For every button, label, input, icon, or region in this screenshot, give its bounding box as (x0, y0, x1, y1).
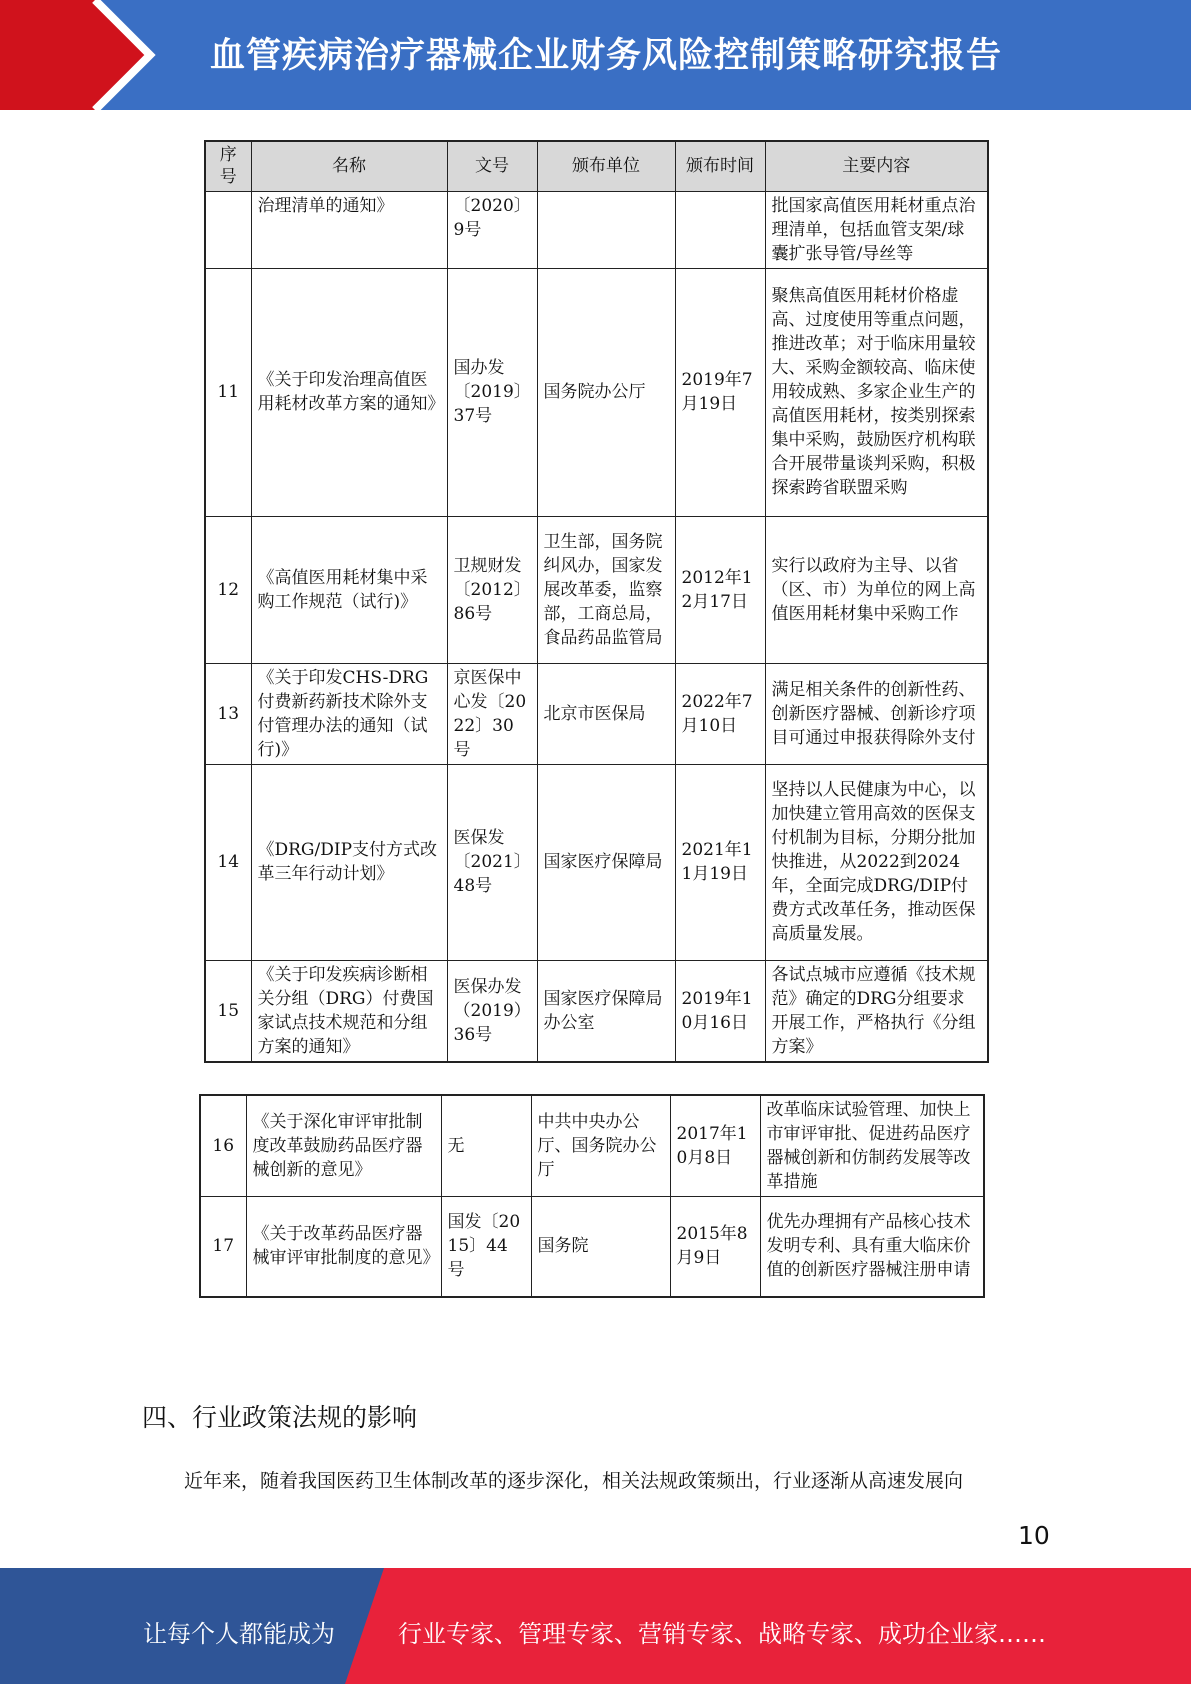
cell-no: 17 (200, 1197, 246, 1297)
cell-name: 《关于印发CHS-DRG付费新药新技术除外支付管理办法的通知（试行)》 (251, 663, 447, 764)
page-header (0, 0, 1191, 110)
cell-doc-no: 国办发〔2019〕37号 (447, 268, 537, 516)
table-row (205, 268, 988, 516)
cell-name: 《关于印发疾病诊断相关分组（DRG）付费国家试点技术规范和分组方案的通知》 (251, 960, 447, 1062)
cell-no: 16 (200, 1095, 246, 1197)
col-header-date: 颁布时间 (675, 141, 765, 191)
cell-date: 2015年8月9日 (670, 1197, 760, 1297)
cell-issuer: 中共中央办公厅、国务院办公厅 (531, 1095, 670, 1197)
col-header-doc-no: 文号 (447, 141, 537, 191)
table-row (205, 764, 988, 960)
cell-name: 《关于印发治理高值医用耗材改革方案的通知》 (251, 268, 447, 516)
cell-content: 改革临床试验管理、加快上市审评审批、促进药品医疗器械创新和仿制药发展等改革措施 (760, 1095, 984, 1197)
cell-date: 2017年10月8日 (670, 1095, 760, 1197)
cell-doc-no: 无 (441, 1095, 531, 1197)
cell-name: 《关于改革药品医疗器械审评审批制度的意见》 (246, 1197, 441, 1297)
cell-doc-no: 京医保中心发〔2022〕30号 (447, 663, 537, 764)
table-row (200, 1095, 984, 1197)
table-row (205, 960, 988, 1062)
cell-name: 《高值医用耗材集中采购工作规范（试行)》 (251, 516, 447, 663)
cell-date (675, 191, 765, 268)
page-footer (0, 1568, 1191, 1684)
cell-issuer: 北京市医保局 (537, 663, 675, 764)
cell-doc-no: 卫规财发〔2012〕86号 (447, 516, 537, 663)
cell-content: 优先办理拥有产品核心技术发明专利、具有重大临床价值的创新医疗器械注册申请 (760, 1197, 984, 1297)
cell-issuer: 卫生部，国务院纠风办，国家发展改革委，监察部，工商总局，食品药品监管局 (537, 516, 675, 663)
cell-name: 《关于深化审评审批制度改革鼓励药品医疗器械创新的意见》 (246, 1095, 441, 1197)
cell-issuer: 国家医疗保障局办公室 (537, 960, 675, 1062)
cell-doc-no: 医保发〔2021〕48号 (447, 764, 537, 960)
table-row (205, 516, 988, 663)
body-paragraph: 近年来，随着我国医药卫生体制改革的逐步深化，相关法规政策频出，行业逐渐从高速发展向 (184, 1470, 964, 1492)
regulation-table-continued (199, 1094, 985, 1298)
section-heading: 四、行业政策法规的影响 (142, 1403, 418, 1432)
col-header-issuer: 颁布单位 (537, 141, 675, 191)
cell-date: 2022年7月10日 (675, 663, 765, 764)
cell-content: 聚焦高值医用耗材价格虚高、过度使用等重点问题，推进改革；对于临床用量较大、采购金额较高、临床使用较成熟、多家企业生产的高值医用耗材，按类别探索集中采购，鼓励医疗机构联合开展带量谈判采购，积极探索跨省联盟采购 (765, 268, 988, 516)
page-number: 10 (1018, 1521, 1050, 1550)
col-header-name: 名称 (251, 141, 447, 191)
cell-no: 13 (205, 663, 251, 764)
cell-content: 批国家高值医用耗材重点治理清单，包括血管支架/球囊扩张导管/导丝等 (765, 191, 988, 268)
footer-slogan-left: 让每个人都能成为 (143, 1620, 335, 1648)
table-row (200, 1197, 984, 1297)
cell-no: 14 (205, 764, 251, 960)
table-header-row (205, 141, 988, 191)
cell-no: 11 (205, 268, 251, 516)
cell-name: 《DRG/DIP支付方式改革三年行动计划》 (251, 764, 447, 960)
report-title: 血管疾病治疗器械企业财务风险控制策略研究报告 (210, 36, 1003, 76)
cell-date: 2019年7月19日 (675, 268, 765, 516)
col-header-no: 序号 (205, 141, 251, 191)
cell-issuer (537, 191, 675, 268)
cell-content: 各试点城市应遵循《技术规范》确定的DRG分组要求开展工作，严格执行《分组方案》 (765, 960, 988, 1062)
col-header-content: 主要内容 (765, 141, 988, 191)
cell-content: 实行以政府为主导、以省（区、市）为单位的网上高值医用耗材集中采购工作 (765, 516, 988, 663)
cell-name: 治理清单的通知》 (251, 191, 447, 268)
cell-content: 坚持以人民健康为中心，以加快建立管用高效的医保支付机制为目标，分期分批加快推进，从2022到2024年，全面完成DRG/DIP付费方式改革任务，推动医保高质量发展。 (765, 764, 988, 960)
cell-date: 2012年12月17日 (675, 516, 765, 663)
table-row (205, 191, 988, 268)
cell-doc-no: 〔2020〕9号 (447, 191, 537, 268)
footer-slogan-right: 行业专家、管理专家、营销专家、战略专家、成功企业家…… (398, 1620, 1046, 1648)
cell-no: 15 (205, 960, 251, 1062)
cell-issuer: 国务院 (531, 1197, 670, 1297)
cell-date: 2019年10月16日 (675, 960, 765, 1062)
table-row (205, 663, 988, 764)
cell-content: 满足相关条件的创新性药、创新医疗器械、创新诊疗项目可通过申报获得除外支付 (765, 663, 988, 764)
regulation-table (204, 140, 989, 1063)
cell-doc-no: 国发〔2015〕44号 (441, 1197, 531, 1297)
cell-date: 2021年11月19日 (675, 764, 765, 960)
header-arrow-decoration (0, 0, 160, 110)
cell-no (205, 191, 251, 268)
cell-no: 12 (205, 516, 251, 663)
cell-doc-no: 医保办发（2019）36号 (447, 960, 537, 1062)
cell-issuer: 国务院办公厅 (537, 268, 675, 516)
cell-issuer: 国家医疗保障局 (537, 764, 675, 960)
